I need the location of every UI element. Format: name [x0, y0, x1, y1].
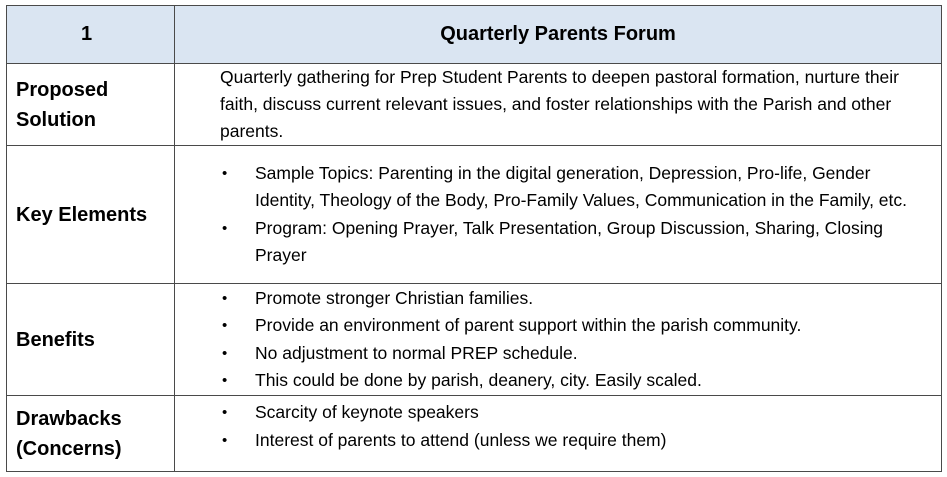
- list-item-text: Program: Opening Prayer, Talk Presentation, Group Discussion, Sharing, Closing Prayer: [255, 217, 884, 265]
- table-row-benefits: [7, 284, 942, 396]
- list-item-text: Promote stronger Christian families.: [255, 287, 534, 308]
- proposal-title: Quarterly Parents Forum: [175, 6, 942, 64]
- list-item: [175, 340, 941, 368]
- list-item-text: Provide an environment of parent support within the parish community.: [255, 315, 802, 335]
- list-item-text: Interest of parents to attend (unless we require them): [255, 429, 667, 450]
- row-label-key-elements: Key Elements: [7, 146, 175, 284]
- list-item: [175, 215, 941, 270]
- list-item: [175, 285, 941, 313]
- bullet-icon: •: [222, 344, 228, 362]
- bullet-icon: •: [222, 219, 228, 237]
- bullet-icon: •: [222, 372, 228, 389]
- drawbacks-cell: [175, 396, 942, 472]
- list-item: [175, 427, 941, 455]
- list-item-text: Scarcity of keynote speakers: [255, 402, 479, 422]
- proposed-solution-text: Quarterly gathering for Prep Student Parents to deepen pastoral formation, nurture their faith, discuss current relevant issues, and foster relationships with the Parish and other parents.: [175, 64, 942, 146]
- row-label-proposed-solution: [7, 64, 175, 146]
- benefits-cell: [175, 284, 942, 396]
- bullet-icon: •: [222, 317, 228, 334]
- row-label-drawbacks: [7, 396, 175, 472]
- list-item: [175, 367, 941, 395]
- row-label-line: (Concerns): [16, 437, 122, 460]
- row-label-line: Solution: [16, 108, 96, 131]
- key-elements-list: [175, 160, 941, 270]
- list-item: [175, 160, 941, 215]
- bullet-icon: •: [222, 431, 228, 449]
- drawbacks-list: [175, 396, 941, 454]
- row-label-line: Proposed: [16, 78, 109, 101]
- key-elements-cell: [175, 146, 942, 284]
- row-label-benefits: Benefits: [7, 284, 175, 396]
- list-item: [175, 312, 941, 340]
- list-item-text: No adjustment to normal PREP schedule.: [255, 342, 578, 363]
- bullet-icon: •: [222, 289, 228, 307]
- list-item-text: Sample Topics: Parenting in the digital generation, Depression, Pro-life, Gender Identity, Theology of the Body, Pro-Family Values, Communication in the Family, etc.: [255, 162, 907, 210]
- table-row-drawbacks: [7, 396, 942, 472]
- list-item-text: This could be done by parish, deanery, city. Easily scaled.: [255, 370, 702, 390]
- proposal-number: 1: [7, 6, 175, 64]
- table-row-key-elements: [7, 146, 942, 284]
- table-row-proposed-solution: [7, 64, 942, 146]
- bullet-icon: •: [222, 164, 228, 182]
- proposal-table: [6, 5, 942, 472]
- bullet-icon: •: [222, 404, 228, 421]
- row-label-line: Drawbacks: [16, 407, 122, 430]
- table-header-row: [7, 6, 942, 64]
- list-item: [175, 399, 941, 427]
- benefits-list: [175, 285, 941, 395]
